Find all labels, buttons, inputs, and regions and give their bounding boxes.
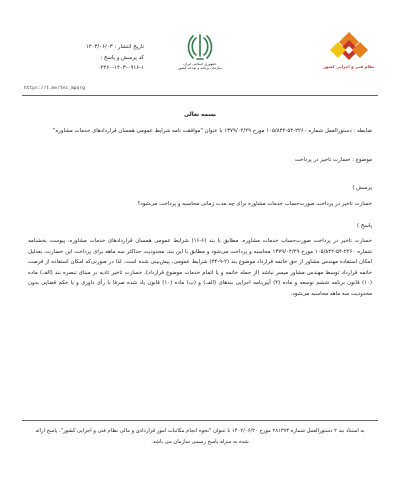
- bismillah-heading: بسمه تعالی: [183, 112, 216, 118]
- header-divider: [22, 95, 378, 96]
- iran-emblem: [178, 32, 222, 84]
- org-logo-icon: [329, 30, 369, 64]
- footer-note: به استناد بند ۲ دستورالعمل شماره ۲۸۱۳۷۴ مورخ ۱۴۰۲/۰۶/۲۰ با عنوان "نحوه انجام مکاتبات امور قراردادی و مالی نظام فنی و اجرایی کشور"، پاسخ ارائه شده به منزله پاسخ رسمی سازمان می باشد.: [35, 428, 365, 445]
- emblem-icon: [187, 32, 213, 62]
- emblem-caption-1: جمهوری اسلامی ایران: [183, 62, 217, 66]
- footer-divider: [22, 420, 378, 421]
- tracking-label: کد پرسش و پاسخ :: [100, 54, 144, 61]
- question-label: پرسش ): [352, 185, 372, 191]
- channel-link[interactable]: https://t.me/tec_mporg: [24, 86, 85, 91]
- tracking-code: ۰۲۲۶۰-۱۴۰۳-۰۹۱۶-۱: [97, 65, 144, 71]
- answer-label: پاسخ ): [357, 223, 372, 229]
- reference-text: ضابطه : دستورالعمل شماره ۲۲۶۰-۵۴-۱۰۵/۸۴۲ مورخ ۱۳۷۹/۰۴/۲۹ با عنوان "موافقت نامه شرایط عمومی همسان قراردادهای خدمات مشاوره": [52, 128, 372, 134]
- publication-info: [24, 42, 144, 74]
- publication-date: تاریخ انتشار : ۱۴۰۳/۰۶/۰۳: [85, 44, 144, 50]
- emblem-caption-2: سازمان برنامه و بودجه کشور: [178, 66, 222, 71]
- subject-text: موضوع : خسارت تاخیر در پرداخت: [294, 157, 372, 163]
- question-text: خسارت تاخیر در پرداخت صورت‌حساب خدمات مشاوره برای چه مدت زمانی محاسبه و پرداخت می‌شود؟: [137, 201, 372, 207]
- org-logo-caption: نظام فنی و اجرایی کشور: [323, 64, 375, 69]
- answer-text: خسارت تاخیر در پرداخت صورت‌حساب خدمات مشاوره، مطابق با بند (۶-۱۶) شرایط عمومی همسان قراردادهای خدمات مشاوره، پیوست بخشنامه شماره ۲۲۶۰-۵۴-۱۰۵/۸۴۲ مورخ ۱۳۷۹/۰۴/۲۹ محاسبه و پرداخت می‌شود و مطابق با این بند، محدودیت حداکثر سه ماهه برای پرداخت این خسارت، بعدلیل امکان استفاده مهندس مشاور از حق خاتمه قرارداد موضوع بند (۲-۹-۲۴) شرایط عمومی، پیش‌بینی شده است. لذا در صورتی‌که امکان استفاده از فرصت خاتمه قرارداد توسط مهندس مشاور میسر نباشد (از جمله خاتمه و یا اتمام خدمات موضوع قرارداد)، خسارت تاخیر تادیه بر مبنای تبصره بند (الف) ماده (۱۰) قانون برنامه ششم توسعه و ماده (۴) آیین‌نامه اجرایی بندهای (الف) و (ب) ماده (۱۰) قانون یاد شده صرفا با رأی داوری و یا حکم قضایی بدون محدودیت سه ماهه محاسبه می‌شود.: [28, 238, 373, 297]
- organization-logo: [318, 30, 380, 82]
